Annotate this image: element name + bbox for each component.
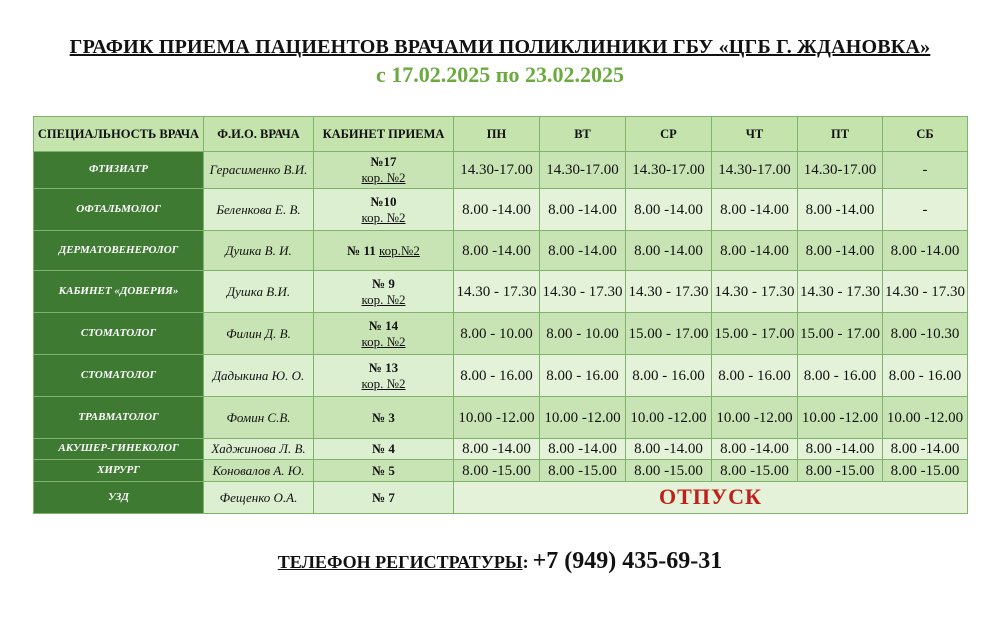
- schedule-period: с 17.02.2025 по 23.02.2025: [376, 62, 624, 87]
- table-row: [34, 482, 968, 514]
- hours-cell-mon: 8.00 -14.00: [454, 189, 540, 231]
- hours-cell-thu: 8.00 -14.00: [712, 189, 798, 231]
- hours-cell-thu: 8.00 -14.00: [712, 439, 798, 460]
- hours-cell-mon: 8.00 -14.00: [454, 439, 540, 460]
- table-row: [34, 439, 968, 460]
- registry-phone: [0, 548, 1000, 575]
- table-row: [34, 271, 968, 313]
- hours-cell-mon: 8.00 -15.00: [454, 460, 540, 482]
- specialty-cell: ХИРУРГ: [34, 460, 204, 482]
- col-header-wed: СР: [626, 117, 712, 152]
- hours-cell-thu: 8.00 -15.00: [712, 460, 798, 482]
- table-row: [34, 231, 968, 271]
- hours-cell-mon: 8.00 - 16.00: [454, 355, 540, 397]
- hours-cell-thu: 8.00 -14.00: [712, 231, 798, 271]
- hours-cell-mon: 14.30-17.00: [454, 152, 540, 189]
- hours-cell-sat: 14.30 - 17.30: [883, 271, 968, 313]
- hours-cell-mon: 10.00 -12.00: [454, 397, 540, 439]
- room-number: № 11: [347, 242, 376, 258]
- col-header-specialty: СПЕЦИАЛЬНОСТЬ ВРАЧА: [34, 117, 204, 152]
- room-number: №10: [370, 193, 397, 209]
- hours-cell-sat: 8.00 -10.30: [883, 313, 968, 355]
- header-row: [34, 117, 968, 152]
- specialty-cell: ОФТАЛЬМОЛОГ: [34, 189, 204, 231]
- table-row: [34, 460, 968, 482]
- hours-cell-mon: 14.30 - 17.30: [454, 271, 540, 313]
- hours-cell-tue: 8.00 - 16.00: [540, 355, 626, 397]
- schedule-table: [33, 116, 968, 514]
- hours-cell-wed: 15.00 - 17.00: [626, 313, 712, 355]
- phone-label: ТЕЛЕФОН РЕГИСТРАТУРЫ: [277, 552, 523, 572]
- table-row: [34, 189, 968, 231]
- doctor-cell: Хаджинова Л. В.: [204, 439, 314, 460]
- hours-cell-fri: 14.30 - 17.30: [798, 271, 883, 313]
- hours-cell-sat: -: [883, 152, 968, 189]
- hours-cell-tue: 8.00 -14.00: [540, 231, 626, 271]
- room-cell: № 3: [314, 397, 454, 439]
- room-cell: [314, 313, 454, 355]
- hours-cell-thu: 10.00 -12.00: [712, 397, 798, 439]
- specialty-cell: ДЕРМАТОВЕНЕРОЛОГ: [34, 231, 204, 271]
- doctor-cell: Беленкова Е. В.: [204, 189, 314, 231]
- room-cell: [314, 231, 454, 271]
- room-number: № 13: [368, 359, 399, 375]
- phone-number: +7 (949) 435-69-31: [532, 548, 723, 574]
- specialty-cell: УЗД: [34, 482, 204, 514]
- specialty-cell: СТОМАТОЛОГ: [34, 355, 204, 397]
- hours-cell-tue: 10.00 -12.00: [540, 397, 626, 439]
- building-label: кор. №2: [361, 375, 406, 391]
- hours-cell-tue: 14.30-17.00: [540, 152, 626, 189]
- hours-cell-fri: 14.30-17.00: [798, 152, 883, 189]
- specialty-cell: ТРАВМАТОЛОГ: [34, 397, 204, 439]
- hours-cell-wed: 8.00 -14.00: [626, 231, 712, 271]
- specialty-cell: СТОМАТОЛОГ: [34, 313, 204, 355]
- hours-cell-fri: 8.00 -14.00: [798, 231, 883, 271]
- col-header-sat: СБ: [883, 117, 968, 152]
- specialty-cell: ФТИЗИАТР: [34, 152, 204, 189]
- hours-cell-tue: 8.00 -15.00: [540, 460, 626, 482]
- hours-cell-thu: 14.30-17.00: [712, 152, 798, 189]
- doctor-cell: Фомин С.В.: [204, 397, 314, 439]
- hours-cell-fri: 10.00 -12.00: [798, 397, 883, 439]
- hours-cell-fri: 8.00 -14.00: [798, 439, 883, 460]
- hours-cell-sat: 8.00 -14.00: [883, 439, 968, 460]
- table-row: [34, 152, 968, 189]
- col-header-room: КАБИНЕТ ПРИЕМА: [314, 117, 454, 152]
- building-label: кор.№2: [379, 242, 420, 258]
- room-number: № 9: [372, 275, 395, 291]
- hours-cell-tue: 14.30 - 17.30: [540, 271, 626, 313]
- room-cell: № 7: [314, 482, 454, 514]
- room-cell: [314, 355, 454, 397]
- hours-cell-fri: 8.00 -14.00: [798, 189, 883, 231]
- room-cell: [314, 152, 454, 189]
- vacation-notice: ОТПУСК: [454, 482, 968, 514]
- room-cell: № 4: [314, 439, 454, 460]
- doctor-cell: Дадыкина Ю. О.: [204, 355, 314, 397]
- specialty-cell: АКУШЕР-ГИНЕКОЛОГ: [34, 439, 204, 460]
- hours-cell-thu: 14.30 - 17.30: [712, 271, 798, 313]
- hours-cell-fri: 8.00 - 16.00: [798, 355, 883, 397]
- col-header-doctor: Ф.И.О. ВРАЧА: [204, 117, 314, 152]
- specialty-cell: КАБИНЕТ «ДОВЕРИЯ»: [34, 271, 204, 313]
- doctor-cell: Филин Д. В.: [204, 313, 314, 355]
- col-header-thu: ЧТ: [712, 117, 798, 152]
- phone-separator: :: [522, 552, 529, 572]
- doctor-cell: Душка В.И.: [204, 271, 314, 313]
- building-label: кор. №2: [361, 291, 406, 307]
- room-cell: [314, 189, 454, 231]
- hours-cell-tue: 8.00 -14.00: [540, 439, 626, 460]
- hours-cell-sat: 8.00 -14.00: [883, 231, 968, 271]
- room-cell: № 5: [314, 460, 454, 482]
- hours-cell-wed: 10.00 -12.00: [626, 397, 712, 439]
- table-row: [34, 355, 968, 397]
- doctor-cell: Герасименко В.И.: [204, 152, 314, 189]
- doctor-cell: Фещенко О.А.: [204, 482, 314, 514]
- hours-cell-fri: 8.00 -15.00: [798, 460, 883, 482]
- col-header-tue: ВТ: [540, 117, 626, 152]
- hours-cell-wed: 8.00 - 16.00: [626, 355, 712, 397]
- building-label: кор. №2: [361, 170, 406, 185]
- col-header-mon: ПН: [454, 117, 540, 152]
- doctor-cell: Душка В. И.: [204, 231, 314, 271]
- room-number: № 14: [368, 317, 399, 333]
- table-row: [34, 397, 968, 439]
- hours-cell-wed: 14.30-17.00: [626, 152, 712, 189]
- hours-cell-tue: 8.00 - 10.00: [540, 313, 626, 355]
- hours-cell-wed: 8.00 -14.00: [626, 189, 712, 231]
- hours-cell-sat: 8.00 -15.00: [883, 460, 968, 482]
- room-number: №17: [370, 154, 397, 170]
- hours-cell-sat: 8.00 - 16.00: [883, 355, 968, 397]
- hours-cell-tue: 8.00 -14.00: [540, 189, 626, 231]
- col-header-fri: ПТ: [798, 117, 883, 152]
- hours-cell-mon: 8.00 - 10.00: [454, 313, 540, 355]
- hours-cell-wed: 14.30 - 17.30: [626, 271, 712, 313]
- hours-cell-sat: -: [883, 189, 968, 231]
- hours-cell-sat: 10.00 -12.00: [883, 397, 968, 439]
- hours-cell-mon: 8.00 -14.00: [454, 231, 540, 271]
- doctor-cell: Коновалов А. Ю.: [204, 460, 314, 482]
- building-label: кор. №2: [361, 209, 406, 225]
- room-cell: [314, 271, 454, 313]
- hours-cell-thu: 8.00 - 16.00: [712, 355, 798, 397]
- page-title: ГРАФИК ПРИЕМА ПАЦИЕНТОВ ВРАЧАМИ ПОЛИКЛИНИКИ ГБУ «ЦГБ Г. ЖДАНОВКА»: [69, 36, 931, 58]
- hours-cell-wed: 8.00 -14.00: [626, 439, 712, 460]
- hours-cell-wed: 8.00 -15.00: [626, 460, 712, 482]
- table-row: [34, 313, 968, 355]
- building-label: кор. №2: [361, 333, 406, 349]
- hours-cell-fri: 15.00 - 17.00: [798, 313, 883, 355]
- hours-cell-thu: 15.00 - 17.00: [712, 313, 798, 355]
